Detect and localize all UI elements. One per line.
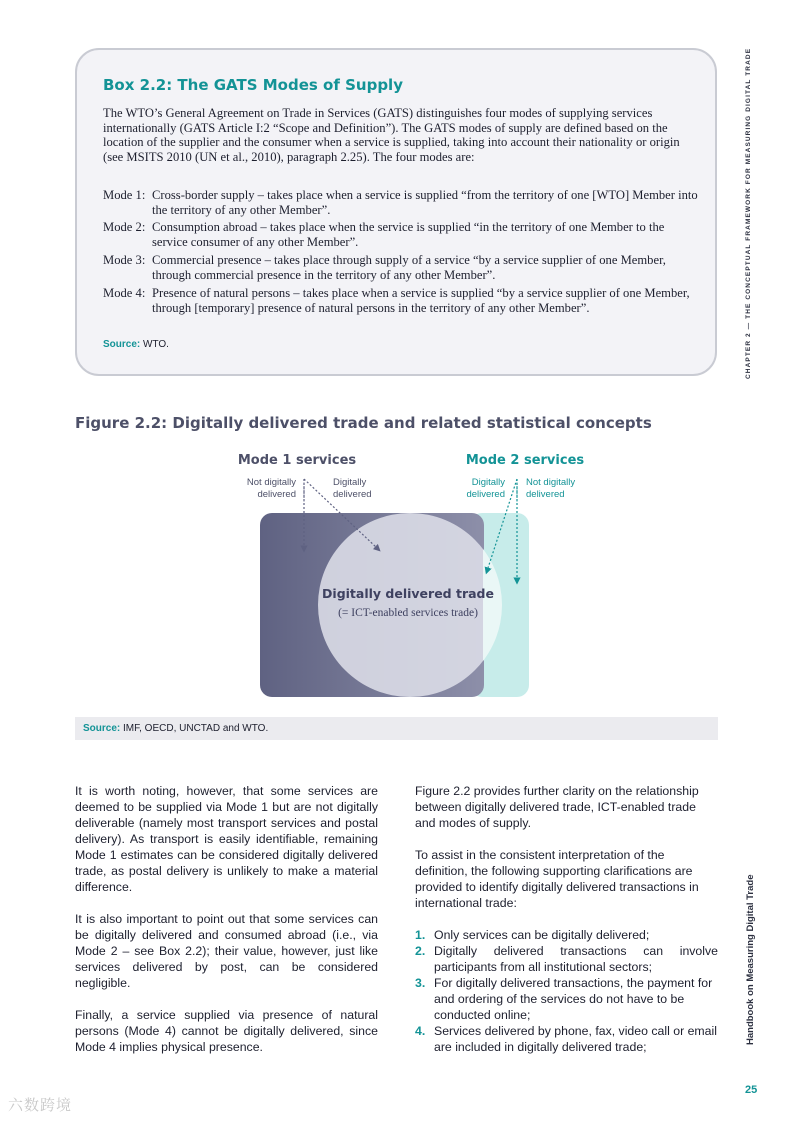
center-subtitle: (= ICT-enabled services trade) (338, 607, 478, 619)
right-paragraph-1: Figure 2.2 provides further clarity on the relationship between digitally delivered trade, ICT-enabled trade and modes of supply. (415, 784, 699, 830)
mode-text: Commercial presence – takes place through supply of a service “by a service supplier of one Member, through commercial presence in the territory of any other Member”. (152, 253, 666, 282)
mode-label: Mode 3: (103, 253, 146, 267)
mode-item (103, 286, 703, 315)
mode-label: Mode 2: (103, 220, 146, 234)
mode-text: Consumption abroad – takes place when the service is supplied “in the territory of one Member to the service consumer of any other Member”. (152, 220, 665, 249)
left-paragraph-1: It is worth noting, however, that some services are deemed to be supplied via Mode 1 but are not digitally deliverable (namely most transport services and postal delivery). As transport is easily identifiable, remaining Mode 1 estimates can be considered digitally delivered trade, as postal delivery is unlikely to make a material difference. (75, 784, 378, 894)
mode2-digitally-label-2: delivered (466, 489, 505, 500)
mode-item (103, 188, 703, 217)
list-number: 3. (415, 976, 426, 990)
figure-source (75, 717, 718, 740)
figure-source-text: IMF, OECD, UNCTAD and WTO. (123, 723, 269, 734)
gats-modes-box (75, 48, 717, 376)
right-paragraph-2: To assist in the consistent interpretation of the definition, the following supporting clarifications are provided to identify digitally delivered transactions in international trade: (415, 848, 699, 910)
watermark: 六数跨境 (8, 1097, 73, 1114)
box-source-label: Source: (103, 339, 141, 350)
list-text: For digitally delivered transactions, the payment for and ordering of the services do not have to be conducted online; (434, 976, 713, 1022)
mode1-not-digitally-label: Not digitally (246, 477, 296, 488)
page-number: 25 (745, 1084, 758, 1096)
box-intro: The WTO’s General Agreement on Trade in Services (GATS) distinguishes four modes of supplying services internationally (GATS Article I:2 “Scope and Definition”). The GATS modes of supply are defined based on the location of the supplier and the consumer when a service is supplied, taking into account their nationality or origin (see MSITS 2010 (UN et al., 2010), paragraph 2.25). The four modes are: (103, 106, 680, 164)
list-item (415, 943, 718, 975)
mode1-digitally-label-2: delivered (333, 489, 372, 500)
mode1-heading: Mode 1 services (237, 453, 357, 468)
mode-text: Cross-border supply – takes place when a service is supplied “from the territory of one [WTO] Member into the territory of any other Member”. (152, 188, 698, 217)
chapter-running-header: CHAPTER 2 — THE CONCEPTUAL FRAMEWORK FOR MEASURING DIGITAL TRADE (745, 48, 752, 380)
mode2-not-digitally-label-2: delivered (526, 489, 565, 500)
mode2-heading: Mode 2 services (465, 453, 585, 468)
digitally-delivered-circle-left (318, 513, 502, 697)
figure-title: Figure 2.2: Digitally delivered trade and related statistical concepts (75, 414, 652, 432)
list-item (415, 975, 718, 1023)
mode2-digitally-label: Digitally (471, 477, 505, 488)
box-source (103, 339, 169, 350)
list-item (415, 927, 718, 943)
mode-text: Presence of natural persons – takes place when a service is supplied “by a service supplier of one Member, through [temporary] presence of natural persons in the territory of any other Member”. (152, 286, 690, 315)
figure-source-label: Source: (83, 723, 121, 734)
list-number: 1. (415, 928, 426, 942)
mode-label: Mode 4: (103, 286, 146, 300)
digital-trade-diagram (200, 445, 600, 705)
box-title: Box 2.2: The GATS Modes of Supply (103, 76, 403, 94)
mode1-not-digitally-label-2: delivered (257, 489, 296, 500)
left-paragraph-3: Finally, a service supplied via presence of natural persons (Mode 4) cannot be digitally delivered, since Mode 4 implies physical presence. (75, 1008, 378, 1054)
list-number: 2. (415, 944, 426, 958)
mode2-not-digitally-label: Not digitally (526, 477, 576, 488)
mode-item (103, 220, 703, 249)
box-source-text: WTO. (143, 339, 169, 350)
list-text: Only services can be digitally delivered; (434, 928, 650, 942)
handbook-running-title: Handbook on Measuring Digital Trade (745, 875, 756, 1046)
list-text: Digitally delivered transactions can involve participants from all institutional sectors; (434, 944, 718, 974)
list-text: Services delivered by phone, fax, video call or email are included in digitally delivered trade; (434, 1024, 717, 1054)
list-number: 4. (415, 1024, 426, 1038)
center-title: Digitally delivered trade (322, 586, 494, 601)
mode-item (103, 253, 703, 282)
mode-label: Mode 1: (103, 188, 146, 202)
mode1-digitally-label: Digitally (333, 477, 367, 488)
list-item (415, 1023, 718, 1055)
left-paragraph-2: It is also important to point out that some services can be digitally delivered and consumed abroad (i.e., via Mode 2 – see Box 2.2); their value, however, just like services delivered by post, can be considered negligible. (75, 912, 378, 990)
